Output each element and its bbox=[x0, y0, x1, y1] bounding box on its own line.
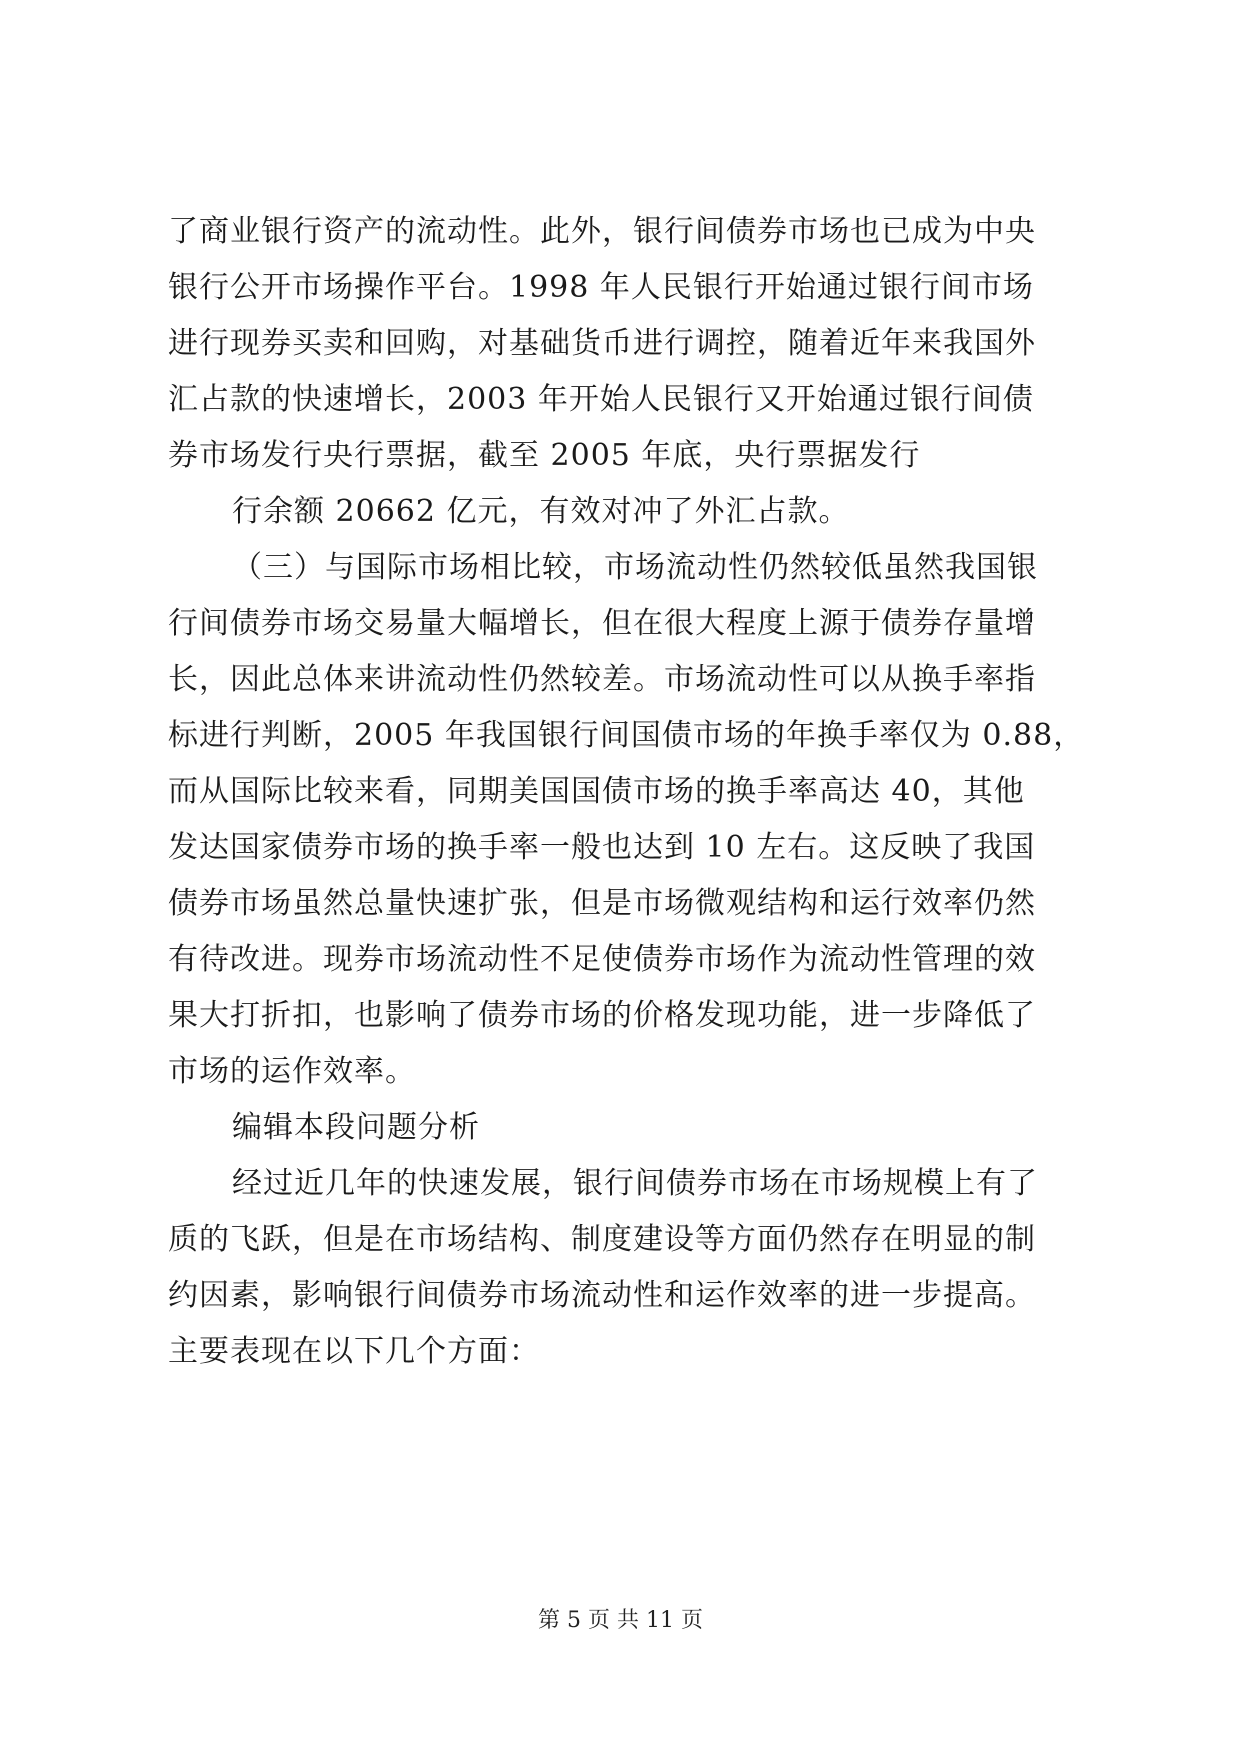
text-line-20: 约因素，影响银行间债券市场流动性和运作效率的进一步提高。 bbox=[168, 1278, 1036, 1313]
text-line-19: 质的飞跃，但是在市场结构、制度建设等方面仍然存在明显的制 bbox=[168, 1222, 1036, 1257]
page-number-footer: 第 5 页 共 11 页 bbox=[538, 1608, 703, 1633]
text-line-21: 主要表现在以下几个方面： bbox=[168, 1334, 540, 1369]
text-line-6: 行余额 20662 亿元，有效对冲了外汇占款。 bbox=[232, 494, 850, 529]
text-line-16: 市场的运作效率。 bbox=[168, 1054, 416, 1089]
text-line-12: 发达国家债券市场的换手率一般也达到 10 左右。这反映了我国 bbox=[168, 830, 1036, 865]
text-line-1: 了商业银行资产的流动性。此外，银行间债券市场也已成为中央 bbox=[168, 214, 1036, 249]
paragraph-heading-3: （三）与国际市场相比较，市场流动性仍然较低虽然我国银 bbox=[232, 550, 1038, 585]
text-line-14: 有待改进。现券市场流动性不足使债券市场作为流动性管理的效 bbox=[168, 942, 1036, 977]
text-line-5: 券市场发行央行票据，截至 2005 年底，央行票据发行 bbox=[168, 438, 921, 473]
section-heading: 编辑本段问题分析 bbox=[232, 1110, 480, 1145]
text-line-18: 经过近几年的快速发展，银行间债券市场在市场规模上有了 bbox=[232, 1166, 1038, 1201]
text-line-13: 债券市场虽然总量快速扩张，但是市场微观结构和运行效率仍然 bbox=[168, 886, 1036, 921]
text-line-9: 长，因此总体来讲流动性仍然较差。市场流动性可以从换手率指 bbox=[168, 662, 1036, 697]
text-line-4: 汇占款的快速增长，2003 年开始人民银行又开始通过银行间债 bbox=[168, 382, 1034, 417]
text-line-11: 而从国际比较来看，同期美国国债市场的换手率高达 40，其他 bbox=[168, 774, 1025, 809]
text-line-3: 进行现券买卖和回购，对基础货币进行调控，随着近年来我国外 bbox=[168, 326, 1036, 361]
text-line-2: 银行公开市场操作平台。1998 年人民银行开始通过银行间市场 bbox=[168, 270, 1034, 305]
text-line-8: 行间债券市场交易量大幅增长，但在很大程度上源于债券存量增 bbox=[168, 606, 1036, 641]
text-line-15: 果大打折扣，也影响了债券市场的价格发现功能，进一步降低了 bbox=[168, 998, 1036, 1033]
text-line-10: 标进行判断，2005 年我国银行间国债市场的年换手率仅为 0.88， bbox=[168, 718, 1085, 753]
